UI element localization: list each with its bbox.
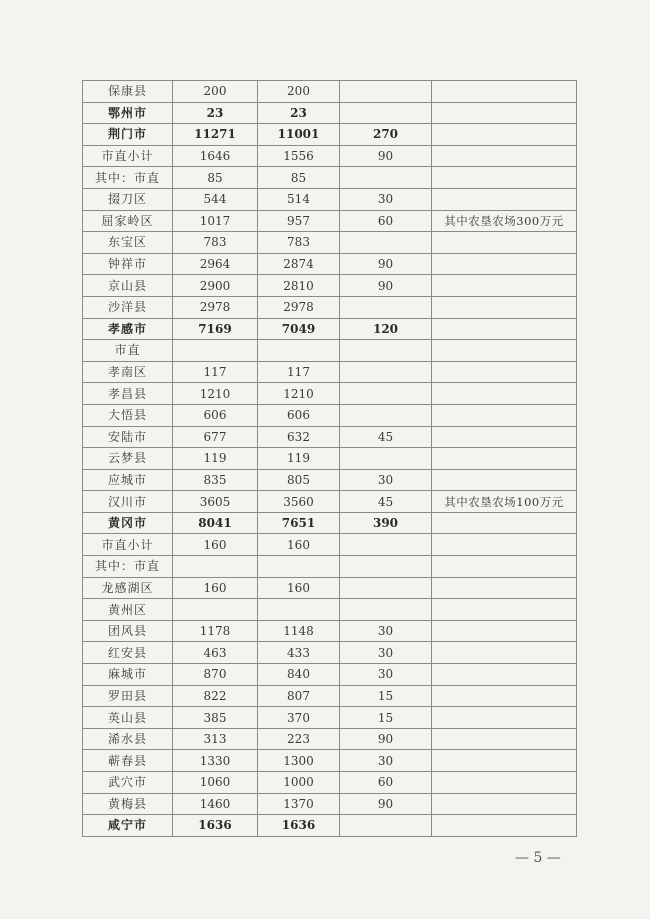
amount-b-cell: 117	[258, 361, 340, 383]
total-amount-cell: 822	[173, 685, 258, 707]
total-amount-cell: 8041	[173, 512, 258, 534]
amount-c-cell: 90	[340, 793, 432, 815]
amount-b-cell: 606	[258, 404, 340, 426]
amount-c-cell: 45	[340, 491, 432, 513]
amount-c-cell	[340, 534, 432, 556]
table-row	[83, 210, 577, 232]
amount-b-cell: 1556	[258, 145, 340, 167]
amount-c-cell: 60	[340, 210, 432, 232]
amount-c-cell	[340, 102, 432, 124]
amount-c-cell: 45	[340, 426, 432, 448]
note-cell: 其中农垦农场300万元	[432, 210, 577, 232]
amount-c-cell: 270	[340, 124, 432, 146]
amount-c-cell	[340, 577, 432, 599]
total-amount-cell: 835	[173, 469, 258, 491]
region-name-cell: 钟祥市	[83, 253, 173, 275]
table-row	[83, 102, 577, 124]
total-amount-cell: 200	[173, 81, 258, 103]
table-row	[83, 361, 577, 383]
total-amount-cell	[173, 340, 258, 362]
amount-b-cell	[258, 340, 340, 362]
total-amount-cell: 1460	[173, 793, 258, 815]
amount-c-cell: 60	[340, 772, 432, 794]
amount-b-cell: 3560	[258, 491, 340, 513]
table-row	[83, 318, 577, 340]
total-amount-cell: 2978	[173, 296, 258, 318]
note-cell	[432, 728, 577, 750]
total-amount-cell: 606	[173, 404, 258, 426]
table-row	[83, 232, 577, 254]
region-name-cell: 东宝区	[83, 232, 173, 254]
region-name-cell: 云梦县	[83, 448, 173, 470]
region-name-cell: 荆门市	[83, 124, 173, 146]
total-amount-cell: 7169	[173, 318, 258, 340]
amount-c-cell	[340, 556, 432, 578]
total-amount-cell: 11271	[173, 124, 258, 146]
table-row	[83, 793, 577, 815]
note-cell	[432, 167, 577, 189]
amount-c-cell	[340, 448, 432, 470]
table-row	[83, 815, 577, 837]
note-cell	[432, 404, 577, 426]
amount-b-cell: 223	[258, 728, 340, 750]
amount-b-cell: 1148	[258, 620, 340, 642]
region-name-cell: 蕲春县	[83, 750, 173, 772]
amount-b-cell: 433	[258, 642, 340, 664]
region-name-cell: 其中：市直	[83, 556, 173, 578]
region-name-cell: 屈家岭区	[83, 210, 173, 232]
table-row	[83, 188, 577, 210]
table-row	[83, 124, 577, 146]
table-row	[83, 642, 577, 664]
amount-c-cell: 90	[340, 253, 432, 275]
total-amount-cell: 1636	[173, 815, 258, 837]
total-amount-cell: 2900	[173, 275, 258, 297]
table-row	[83, 448, 577, 470]
amount-b-cell	[258, 599, 340, 621]
note-cell	[432, 124, 577, 146]
note-cell	[432, 275, 577, 297]
amount-b-cell: 119	[258, 448, 340, 470]
region-name-cell: 大悟县	[83, 404, 173, 426]
amount-b-cell: 514	[258, 188, 340, 210]
table-row	[83, 426, 577, 448]
table-row	[83, 340, 577, 362]
region-name-cell: 咸宁市	[83, 815, 173, 837]
total-amount-cell: 119	[173, 448, 258, 470]
total-amount-cell: 117	[173, 361, 258, 383]
amount-c-cell: 30	[340, 664, 432, 686]
note-cell	[432, 750, 577, 772]
note-cell	[432, 620, 577, 642]
region-name-cell: 英山县	[83, 707, 173, 729]
table-row	[83, 81, 577, 103]
region-name-cell: 鄂州市	[83, 102, 173, 124]
region-name-cell: 京山县	[83, 275, 173, 297]
note-cell	[432, 145, 577, 167]
amount-c-cell: 30	[340, 642, 432, 664]
page-number: — 5 —	[515, 850, 561, 866]
amount-b-cell: 200	[258, 81, 340, 103]
amount-b-cell: 7049	[258, 318, 340, 340]
amount-c-cell: 30	[340, 469, 432, 491]
amount-c-cell	[340, 340, 432, 362]
amount-b-cell: 85	[258, 167, 340, 189]
total-amount-cell: 85	[173, 167, 258, 189]
total-amount-cell: 23	[173, 102, 258, 124]
region-name-cell: 汉川市	[83, 491, 173, 513]
table-row	[83, 620, 577, 642]
note-cell	[432, 534, 577, 556]
total-amount-cell: 2964	[173, 253, 258, 275]
amount-b-cell: 2810	[258, 275, 340, 297]
total-amount-cell: 1330	[173, 750, 258, 772]
amount-b-cell: 1370	[258, 793, 340, 815]
total-amount-cell	[173, 599, 258, 621]
note-cell	[432, 318, 577, 340]
amount-c-cell	[340, 167, 432, 189]
table-row	[83, 275, 577, 297]
amount-c-cell: 90	[340, 728, 432, 750]
amount-b-cell: 1000	[258, 772, 340, 794]
region-name-cell: 掇刀区	[83, 188, 173, 210]
region-name-cell: 市直小计	[83, 145, 173, 167]
region-name-cell: 龙感湖区	[83, 577, 173, 599]
amount-b-cell: 840	[258, 664, 340, 686]
amount-b-cell: 1210	[258, 383, 340, 405]
table-row	[83, 253, 577, 275]
total-amount-cell: 1646	[173, 145, 258, 167]
note-cell	[432, 642, 577, 664]
note-cell	[432, 512, 577, 534]
table-row	[83, 556, 577, 578]
total-amount-cell: 783	[173, 232, 258, 254]
amount-c-cell: 390	[340, 512, 432, 534]
note-cell	[432, 426, 577, 448]
region-name-cell: 市直小计	[83, 534, 173, 556]
total-amount-cell: 313	[173, 728, 258, 750]
note-cell	[432, 81, 577, 103]
table-row	[83, 599, 577, 621]
total-amount-cell: 1017	[173, 210, 258, 232]
total-amount-cell	[173, 556, 258, 578]
note-cell	[432, 772, 577, 794]
amount-c-cell	[340, 361, 432, 383]
note-cell	[432, 102, 577, 124]
table-row	[83, 728, 577, 750]
amount-c-cell	[340, 296, 432, 318]
amount-c-cell: 30	[340, 620, 432, 642]
amount-c-cell: 15	[340, 707, 432, 729]
region-name-cell: 麻城市	[83, 664, 173, 686]
note-cell	[432, 340, 577, 362]
note-cell: 其中农垦农场100万元	[432, 491, 577, 513]
total-amount-cell: 160	[173, 534, 258, 556]
note-cell	[432, 685, 577, 707]
region-name-cell: 团风县	[83, 620, 173, 642]
table-body	[83, 81, 577, 837]
note-cell	[432, 577, 577, 599]
note-cell	[432, 361, 577, 383]
amount-c-cell: 90	[340, 145, 432, 167]
note-cell	[432, 383, 577, 405]
amount-c-cell: 15	[340, 685, 432, 707]
table-row	[83, 534, 577, 556]
total-amount-cell: 385	[173, 707, 258, 729]
amount-c-cell: 30	[340, 750, 432, 772]
table-row	[83, 512, 577, 534]
amount-b-cell: 1636	[258, 815, 340, 837]
table-row	[83, 577, 577, 599]
amount-c-cell: 30	[340, 188, 432, 210]
note-cell	[432, 448, 577, 470]
table-row	[83, 685, 577, 707]
note-cell	[432, 793, 577, 815]
amount-c-cell	[340, 815, 432, 837]
amount-b-cell: 805	[258, 469, 340, 491]
table-row	[83, 296, 577, 318]
note-cell	[432, 296, 577, 318]
amount-c-cell	[340, 232, 432, 254]
region-name-cell: 黄梅县	[83, 793, 173, 815]
region-name-cell: 安陆市	[83, 426, 173, 448]
note-cell	[432, 556, 577, 578]
amount-b-cell: 2978	[258, 296, 340, 318]
table-row	[83, 664, 577, 686]
region-name-cell: 武穴市	[83, 772, 173, 794]
amount-b-cell: 160	[258, 577, 340, 599]
note-cell	[432, 815, 577, 837]
table-row	[83, 750, 577, 772]
region-name-cell: 黄冈市	[83, 512, 173, 534]
amount-b-cell: 807	[258, 685, 340, 707]
table-row	[83, 167, 577, 189]
amount-c-cell: 90	[340, 275, 432, 297]
table-row	[83, 772, 577, 794]
amount-c-cell	[340, 404, 432, 426]
note-cell	[432, 469, 577, 491]
amount-b-cell: 7651	[258, 512, 340, 534]
amount-c-cell	[340, 599, 432, 621]
region-name-cell: 其中：市直	[83, 167, 173, 189]
total-amount-cell: 160	[173, 577, 258, 599]
note-cell	[432, 232, 577, 254]
amount-b-cell: 160	[258, 534, 340, 556]
note-cell	[432, 599, 577, 621]
table-row	[83, 383, 577, 405]
total-amount-cell: 463	[173, 642, 258, 664]
note-cell	[432, 253, 577, 275]
region-name-cell: 应城市	[83, 469, 173, 491]
region-name-cell: 红安县	[83, 642, 173, 664]
amount-c-cell	[340, 383, 432, 405]
amount-c-cell: 120	[340, 318, 432, 340]
table-row	[83, 491, 577, 513]
region-name-cell: 黄州区	[83, 599, 173, 621]
region-name-cell: 浠水县	[83, 728, 173, 750]
region-name-cell: 沙洋县	[83, 296, 173, 318]
total-amount-cell: 3605	[173, 491, 258, 513]
table-row	[83, 707, 577, 729]
note-cell	[432, 188, 577, 210]
amount-b-cell: 11001	[258, 124, 340, 146]
region-name-cell: 罗田县	[83, 685, 173, 707]
note-cell	[432, 664, 577, 686]
region-name-cell: 市直	[83, 340, 173, 362]
amount-b-cell: 1300	[258, 750, 340, 772]
region-name-cell: 孝南区	[83, 361, 173, 383]
amount-b-cell	[258, 556, 340, 578]
note-cell	[432, 707, 577, 729]
total-amount-cell: 1210	[173, 383, 258, 405]
region-name-cell: 孝昌县	[83, 383, 173, 405]
amount-b-cell: 632	[258, 426, 340, 448]
amount-b-cell: 957	[258, 210, 340, 232]
amount-c-cell	[340, 81, 432, 103]
allocation-table	[82, 80, 577, 837]
total-amount-cell: 677	[173, 426, 258, 448]
region-name-cell: 孝感市	[83, 318, 173, 340]
total-amount-cell: 544	[173, 188, 258, 210]
total-amount-cell: 1060	[173, 772, 258, 794]
table-row	[83, 469, 577, 491]
amount-b-cell: 370	[258, 707, 340, 729]
total-amount-cell: 870	[173, 664, 258, 686]
table-row	[83, 145, 577, 167]
amount-b-cell: 2874	[258, 253, 340, 275]
table-row	[83, 404, 577, 426]
amount-b-cell: 783	[258, 232, 340, 254]
total-amount-cell: 1178	[173, 620, 258, 642]
amount-b-cell: 23	[258, 102, 340, 124]
region-name-cell: 保康县	[83, 81, 173, 103]
